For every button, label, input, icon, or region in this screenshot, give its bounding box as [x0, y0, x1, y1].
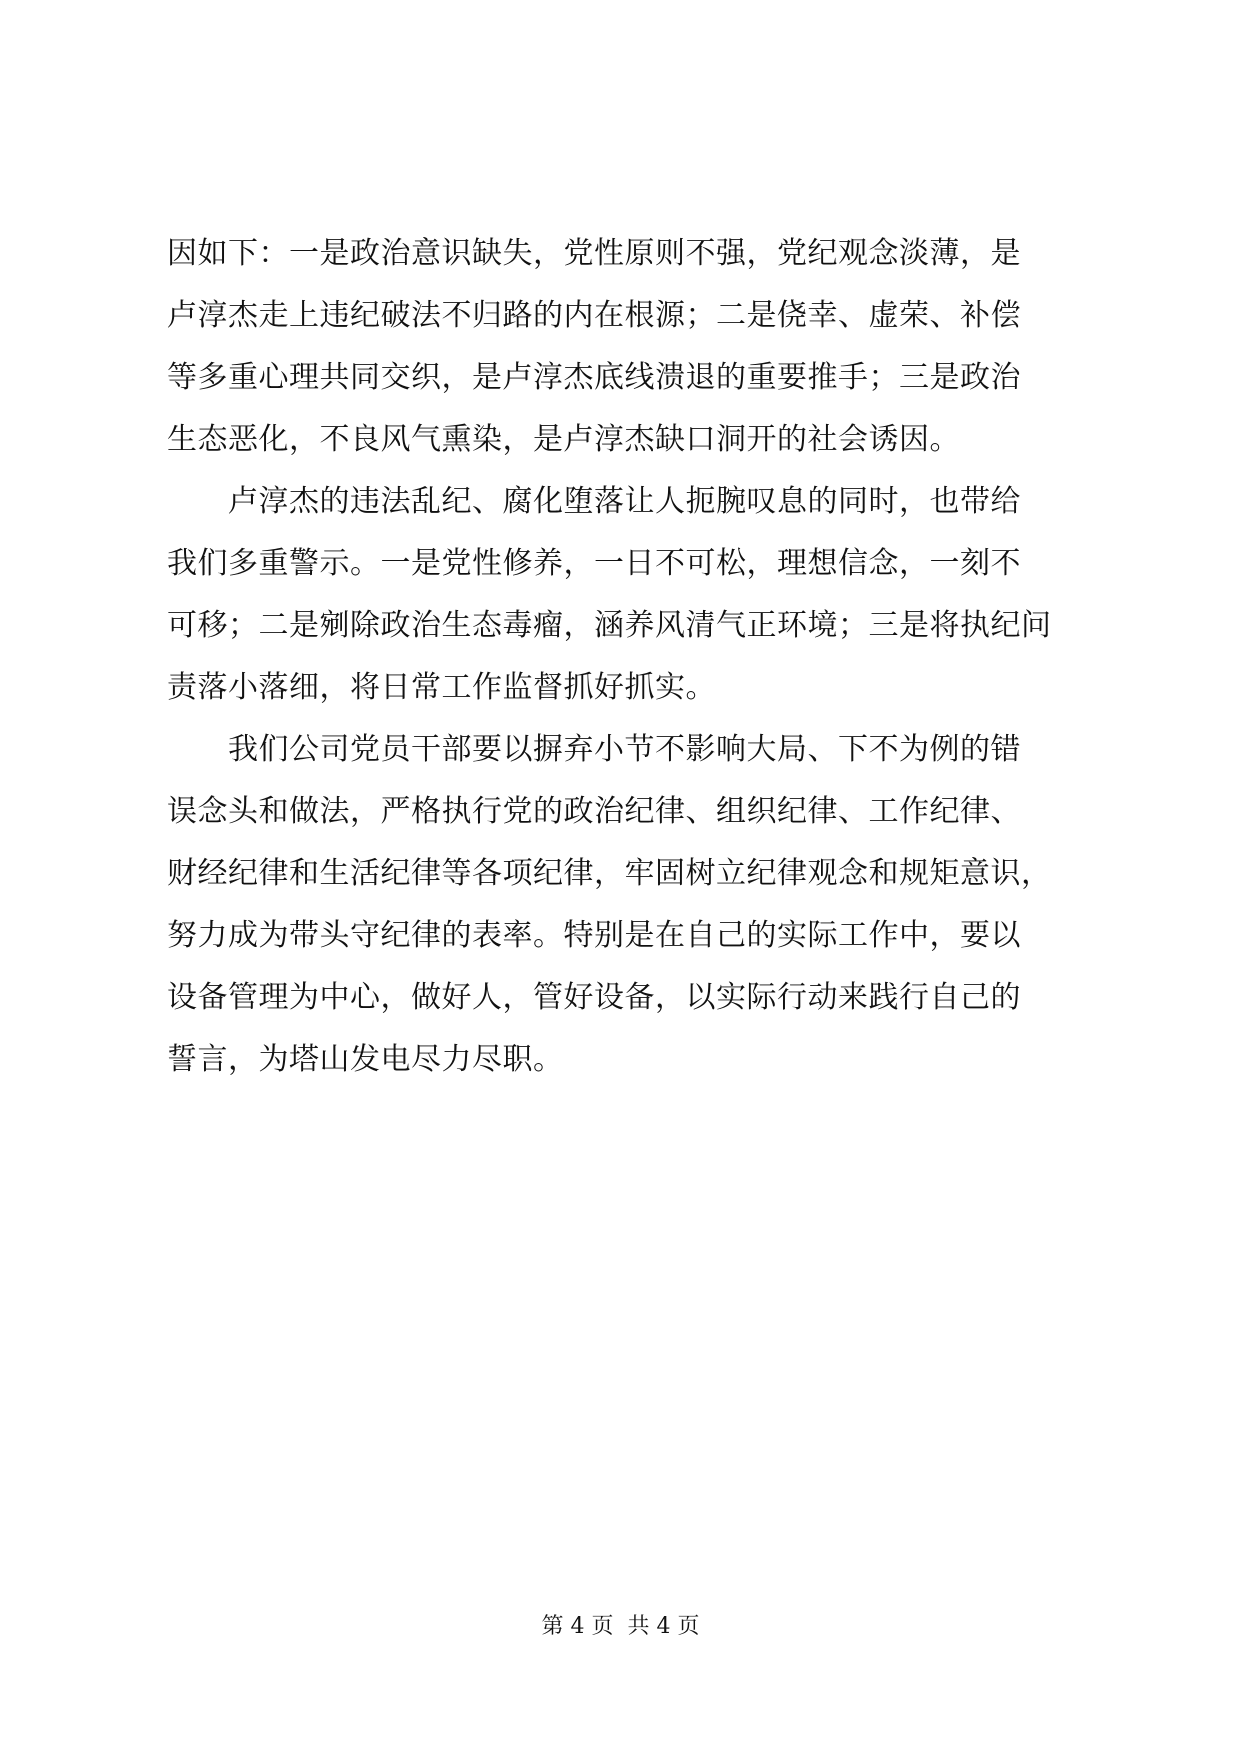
body-text	[167, 223, 1087, 1091]
text-line: 我们多重警示。一是党性修养，一日不可松，理想信念，一刻不	[167, 546, 1021, 581]
text-line: 等多重心理共同交织，是卢淳杰底线溃退的重要推手；三是政治	[167, 360, 1021, 395]
text-line: 设备管理为中心，做好人，管好设备，以实际行动来践行自己的	[167, 980, 1021, 1015]
text-line: 责落小落细，将日常工作监督抓好抓实。	[167, 670, 716, 705]
text-line: 卢淳杰走上违纪破法不归路的内在根源；二是侥幸、虚荣、补偿	[167, 298, 1021, 333]
text-line: 财经纪律和生活纪律等各项纪律，牢固树立纪律观念和规矩意识，	[167, 856, 1052, 891]
page-footer: 第 4 页 共 4 页	[541, 1614, 700, 1639]
text-line: 努力成为带头守纪律的表率。特别是在自己的实际工作中，要以	[167, 918, 1021, 953]
text-line: 生态恶化，不良风气熏染，是卢淳杰缺口洞开的社会诱因。	[167, 422, 960, 457]
text-line: 我们公司党员干部要以摒弃小节不影响大局、下不为例的错	[167, 732, 1021, 767]
text-line: 可移；二是剜除政治生态毒瘤，涵养风清气正环境；三是将执纪问	[167, 608, 1052, 643]
text-line: 卢淳杰的违法乱纪、腐化堕落让人扼腕叹息的同时，也带给	[167, 484, 1021, 519]
text-line: 誓言，为塔山发电尽力尽职。	[167, 1042, 564, 1077]
text-line: 误念头和做法，严格执行党的政治纪律、组织纪律、工作纪律、	[167, 794, 1021, 829]
text-line: 因如下：一是政治意识缺失，党性原则不强，党纪观念淡薄，是	[167, 236, 1021, 271]
